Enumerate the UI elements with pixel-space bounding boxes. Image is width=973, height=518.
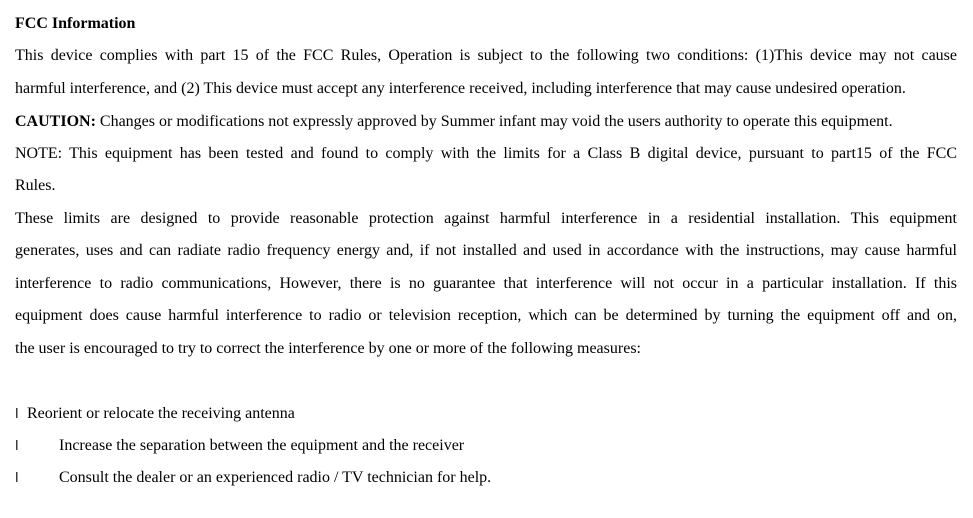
measure-text: Reorient or relocate the receiving antenna xyxy=(27,405,295,422)
para2-line5: the user is encouraged to try to correct the interference by one or more of the following measures: xyxy=(15,340,641,357)
measure-text: Increase the separation between the equipment and the receiver xyxy=(59,437,465,454)
measure-text: Consult the dealer or an experienced radio / TV technician for help. xyxy=(59,469,492,486)
page-title: FCC Information xyxy=(15,15,136,32)
para2-line3: interference to radio communications, However, there is no guarantee that interference will not occur in a particular installation. If this xyxy=(15,275,957,292)
para1-line1: This device complies with part 15 of the FCC Rules, Operation is subject to the following two conditions: (1)This device may not cause xyxy=(15,47,957,64)
para2-line2: generates, uses and can radiate radio frequency energy and, if not installed and used in accordance with the instructions, may cause harmful xyxy=(15,242,957,259)
bullet-icon: l xyxy=(15,439,19,454)
note-line2: Rules. xyxy=(15,177,56,194)
caution-text: Changes or modifications not expressly approved by Summer infant may void the users authority to operate this equipment. xyxy=(95,113,893,130)
para2-line4: equipment does cause harmful interference to radio or television reception, which can be determined by turning the equipment off and on, xyxy=(15,307,957,324)
bullet-icon: l xyxy=(15,471,19,486)
note-line1: NOTE: This equipment has been tested and found to comply with the limits for a Class B digital device, pursuant to part15 of the FCC xyxy=(15,145,957,162)
caution-line xyxy=(15,110,957,134)
para2-line1: These limits are designed to provide reasonable protection against harmful interference in a residential installation. This equipment xyxy=(15,210,957,227)
caution-label: CAUTION: xyxy=(15,113,96,130)
measure-item xyxy=(15,402,295,426)
para1-line2: harmful interference, and (2) This device must accept any interference received, including interference that may cause undesired operation. xyxy=(15,80,906,97)
measure-item xyxy=(15,434,464,458)
measure-item xyxy=(15,466,491,490)
bullet-icon: l xyxy=(15,407,19,422)
